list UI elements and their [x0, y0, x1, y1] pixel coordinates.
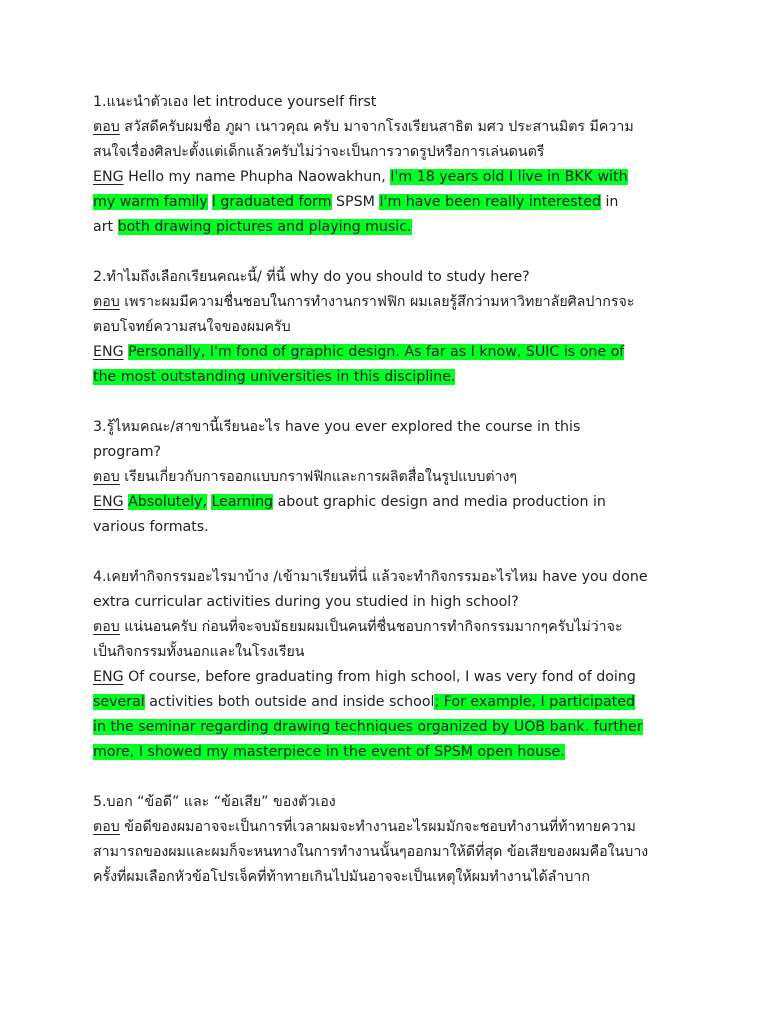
- q1-eng-text-b: SPSM: [331, 194, 380, 210]
- q2-thai-answer-line-1: [93, 290, 683, 315]
- q3-eng-answer-line-1: [93, 490, 683, 515]
- q3-eng-text-a: about graphic design and media production in: [273, 494, 606, 510]
- question-4-title-line-2: extra curricular activities during you studied in high school?: [93, 594, 519, 610]
- question-3-title-line-1: 3.รู้ไหมคณะ/สาขานี้เรียนอะไร have you ever explored the course in this: [93, 419, 581, 435]
- q1-eng-answer-label: ENG: [93, 169, 124, 185]
- question-2-title: 2.ทำไมถึงเลือกเรียนคณะนี้/ ที่นี้ why do you should to study here?: [93, 269, 530, 285]
- q4-eng-answer-line-4: [93, 740, 683, 765]
- q1-eng-highlight-2: my warm family: [93, 194, 208, 210]
- question-5-title: 5.บอก “ข้อดี” และ “ข้อเสีย” ของตัวเอง: [93, 794, 336, 810]
- q4-thai-answer-label: ตอบ: [93, 619, 120, 635]
- q1-thai-answer-line-1: [93, 115, 683, 140]
- q4-eng-text-a: Of course, before graduating from high school, I was very fond of doing: [123, 669, 636, 685]
- q4-thai-answer-line-1: [93, 615, 683, 640]
- q5-thai-answer-line-1: [93, 815, 683, 840]
- q3-thai-answer-label: ตอบ: [93, 469, 120, 485]
- q4-eng-highlight-1: several: [93, 694, 145, 710]
- q5-thai-answer-text-1: ข้อดีของผมอาจจะเป็นการที่เวลาผมจะทำงานอะไรผมมักจะชอบทำงานที่ท้าทายความ: [119, 819, 636, 835]
- q1-eng-answer-line-1: [93, 165, 683, 190]
- q5-thai-answer-line-3: ครั้งที่ผมเลือกหัวข้อโปรเจ็คที่ท้าทายเกินไปมันอาจจะเป็นเหตุให้ผมทำงานได้ลำบาก: [93, 869, 590, 885]
- q2-eng-highlight-2: the most outstanding universities in this discipline.: [93, 369, 456, 385]
- question-5-section: [93, 790, 683, 890]
- document-page: [93, 90, 683, 915]
- question-4-section: [93, 565, 683, 765]
- question-1-section: [93, 90, 683, 240]
- question-3-title-line-2: program?: [93, 444, 162, 460]
- q4-thai-answer-line-2: เป็นกิจกรรมทั้งนอกและในโรงเรียน: [93, 644, 305, 660]
- q3-eng-highlight-1: Absolutely,: [128, 494, 207, 510]
- q4-eng-text-b: activities both outside and inside school: [144, 694, 435, 710]
- q4-thai-answer-text-1: แน่นอนครับ ก่อนที่จะจบมัธยมผมเป็นคนที่ชื่นชอบการทำกิจกรรมมากๆครับไม่ว่าจะ: [119, 619, 623, 635]
- q2-eng-answer-label: ENG: [93, 344, 124, 360]
- q2-eng-highlight-1: Personally, I'm fond of graphic design. As far as I know, SUIC is one of: [128, 344, 625, 360]
- q3-eng-answer-line-2: various formats.: [93, 519, 209, 535]
- question-1-title: 1.แนะนำตัวเอง let introduce yourself first: [93, 94, 377, 110]
- q3-thai-answer-text-1: เรียนเกี่ยวกับการออกแบบกราฟฟิกและการผลิตสื่อในรูปแบบต่างๆ: [119, 469, 518, 485]
- q1-eng-text-d: art: [93, 219, 118, 235]
- question-4-title-line-1: 4.เคยทำกิจกรรมอะไรมาบ้าง /เข้ามาเรียนที่นี่ แล้วจะทำกิจกรรมอะไรไหม have you done: [93, 569, 648, 585]
- q3-eng-answer-label: ENG: [93, 494, 124, 510]
- q1-eng-text-a: Hello my name Phupha Naowakhun,: [123, 169, 391, 185]
- q4-eng-highlight-2: ; For example, I participated: [434, 694, 635, 710]
- q1-eng-answer-line-3: [93, 215, 683, 240]
- q5-thai-answer-line-2: สามารถของผมและผมก็จะหนทางในการทำงานนั้นๆออกมาให้ดีที่สุด ข้อเสียของผมคือในบาง: [93, 844, 649, 860]
- q1-eng-answer-line-2: [93, 190, 683, 215]
- q1-eng-text-c: in: [600, 194, 619, 210]
- q1-thai-answer-label: ตอบ: [93, 119, 120, 135]
- q2-thai-answer-line-2: ตอบโจทย์ความสนใจของผมครับ: [93, 319, 291, 335]
- q1-eng-highlight-5: both drawing pictures and playing music.: [117, 219, 412, 235]
- q1-thai-answer-line-2: สนใจเรื่องศิลปะตั้งแต่เด็กแล้วครับไม่ว่าจะเป็นการวาดรูปหรือการเล่นดนตรี: [93, 144, 545, 160]
- q4-eng-highlight-3: in the seminar regarding drawing techniques organized by UOB bank. further: [93, 719, 643, 735]
- q3-thai-answer-line-1: [93, 465, 683, 490]
- question-3-section: [93, 415, 683, 540]
- q4-eng-answer-line-3: [93, 715, 683, 740]
- q1-eng-highlight-3: I graduated form: [211, 194, 332, 210]
- q1-thai-answer-text-1: สวัสดีครับผมชื่อ ภูผา เนาวคุณ ครับ มาจากโรงเรียนสาธิต มศว ประสานมิตร มีความ: [119, 119, 634, 135]
- q2-thai-answer-label: ตอบ: [93, 294, 120, 310]
- q4-eng-answer-line-2: [93, 690, 683, 715]
- q4-eng-answer-label: ENG: [93, 669, 124, 685]
- q2-thai-answer-text-1: เพราะผมมีความชื่นชอบในการทำงานกราฟฟิก ผมเลยรู้สึกว่ามหาวิทยาลัยศิลปากรจะ: [119, 294, 635, 310]
- q2-eng-answer-line-2: [93, 365, 683, 390]
- q4-eng-highlight-4: more, I showed my masterpiece in the event of SPSM open house.: [93, 744, 565, 760]
- q1-eng-highlight-1: I'm 18 years old I live in BKK with: [390, 169, 628, 185]
- question-2-section: [93, 265, 683, 390]
- q1-eng-highlight-4: I'm have been really interested: [379, 194, 601, 210]
- q4-eng-answer-line-1: [93, 665, 683, 690]
- q3-eng-highlight-2: Learning: [211, 494, 274, 510]
- q2-eng-answer-line-1: [93, 340, 683, 365]
- q5-thai-answer-label: ตอบ: [93, 819, 120, 835]
